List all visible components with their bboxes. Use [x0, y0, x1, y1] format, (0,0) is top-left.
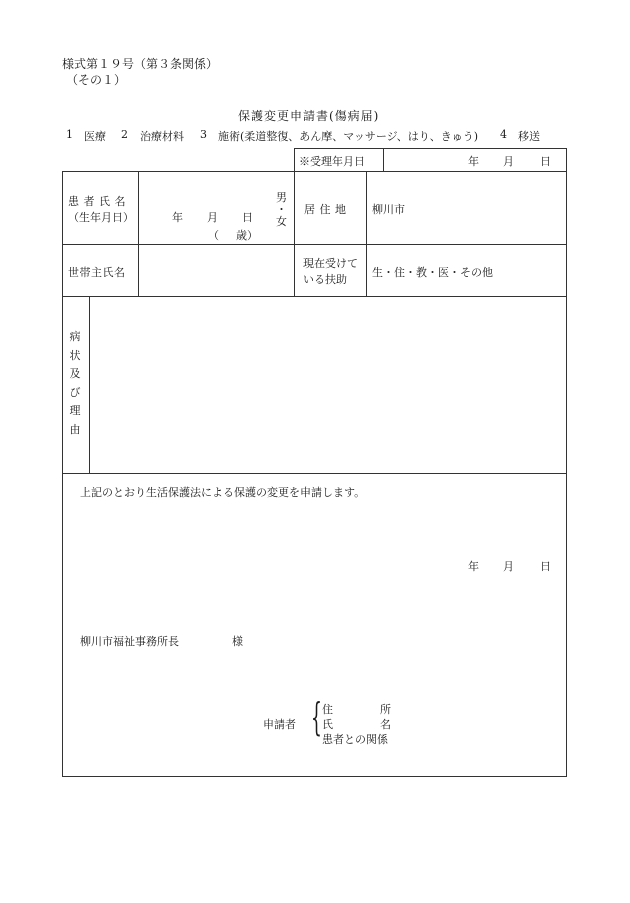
receipt-year: 年	[468, 155, 479, 168]
symptoms-field[interactable]	[90, 297, 566, 473]
form-title: 保護変更申請書(傷病届)	[238, 109, 380, 123]
birth-year: 年	[172, 211, 183, 224]
residence-label: 居 住 地	[304, 203, 347, 216]
sex-female[interactable]: 女	[276, 215, 287, 228]
category-2-label: 治療材料	[140, 130, 184, 143]
form-sub-number: （その１）	[66, 73, 127, 87]
application-month: 月	[503, 560, 514, 573]
form-number: 様式第１９号（第３条関係）	[62, 57, 219, 71]
applicant-address-label-a: 住	[322, 703, 333, 716]
patient-name-label: 患 者 氏 名	[68, 195, 126, 208]
addressee: 柳川市福祉事務所長	[80, 635, 179, 648]
current-aid-label-2: いる扶助	[303, 273, 347, 286]
sex-male[interactable]: 男	[276, 191, 287, 204]
household-head-label: 世帯主氏名	[68, 266, 126, 279]
age-open: （	[208, 229, 219, 242]
category-3-num: 3	[200, 128, 207, 141]
applicant-name-label-b: 名	[380, 718, 391, 731]
current-aid-options[interactable]: 生・住・教・医・その他	[372, 266, 493, 279]
current-aid-label-1: 現在受けて	[303, 257, 358, 270]
honorific: 様	[232, 635, 243, 648]
receipt-day: 日	[540, 155, 551, 168]
applicant-address-label-b: 所	[380, 703, 391, 716]
category-4-label: 移送	[518, 130, 540, 143]
residence-value: 柳川市	[372, 203, 405, 216]
application-day: 日	[540, 560, 551, 573]
category-1-num: 1	[66, 128, 73, 141]
applicant-relation-label: 患者との関係	[322, 733, 388, 746]
symptoms-label: 病 状 及 び 理 由	[69, 330, 81, 436]
brace-icon: {	[311, 695, 322, 739]
category-3-label: 施術(柔道整復、あん摩、マッサージ、はり、きゅう)	[218, 130, 479, 143]
application-year: 年	[468, 560, 479, 573]
birth-day: 日	[242, 211, 253, 224]
applicant-label: 申請者	[263, 718, 296, 731]
category-1-label: 医療	[84, 130, 106, 143]
patient-birthdate-label: （生年月日）	[68, 211, 134, 224]
age-suffix: 歳）	[236, 229, 258, 242]
birth-month: 月	[207, 211, 218, 224]
receipt-month: 月	[503, 155, 514, 168]
receipt-date-label: ※受理年月日	[299, 155, 365, 168]
category-4-num: 4	[500, 128, 507, 141]
declaration-statement: 上記のとおり生活保護法による保護の変更を申請します。	[80, 486, 366, 499]
category-2-num: 2	[121, 128, 128, 141]
applicant-name-label-a: 氏	[322, 718, 333, 731]
sex-separator: ・	[276, 203, 287, 216]
